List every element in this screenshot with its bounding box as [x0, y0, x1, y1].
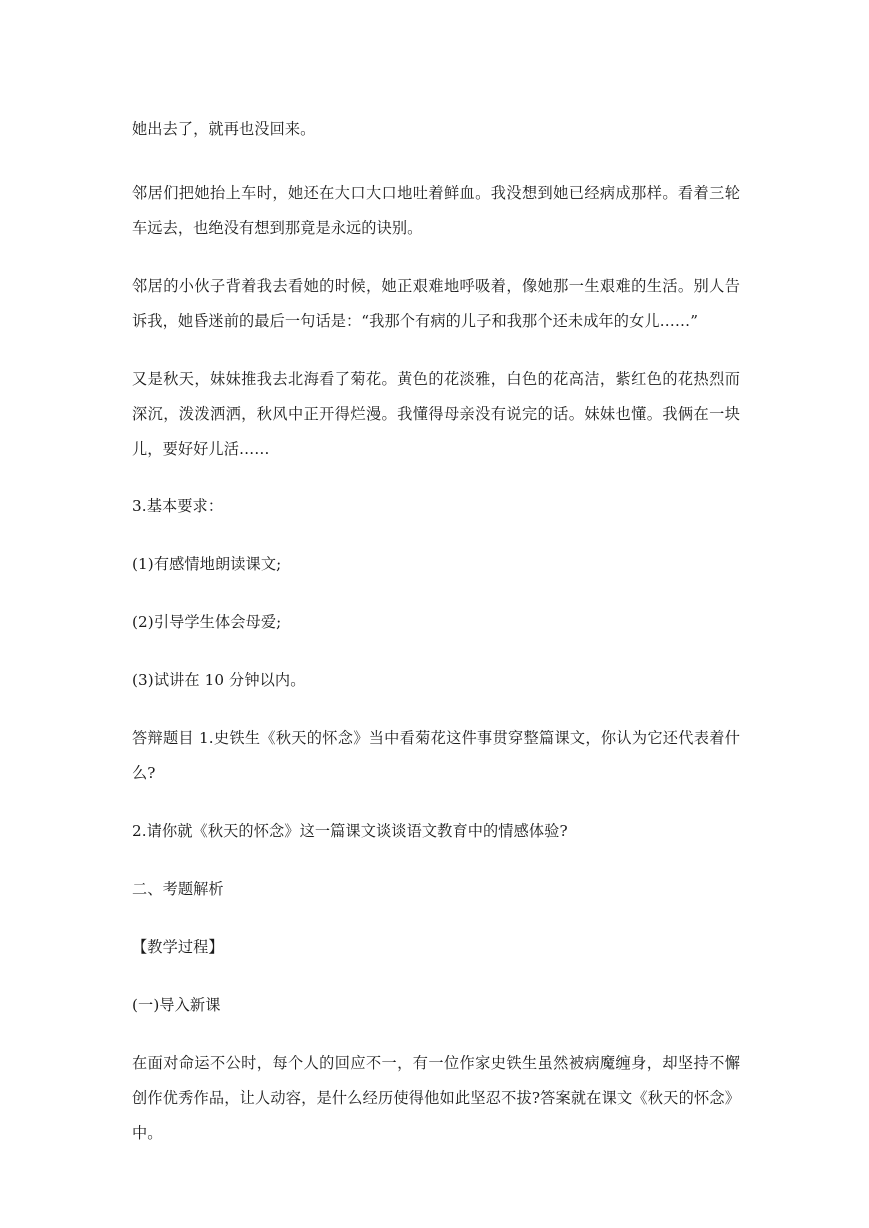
section-heading-requirements: 3.基本要求： [132, 497, 224, 515]
intro-subheading: (一)导入新课 [132, 996, 221, 1014]
paragraph-2: 邻居们把她抬上车时，她还在大口大口地吐着鲜血。我没想到她已经病成那样。看着三轮车远去，也绝没有想到那竟是永远的诀别。 [132, 184, 740, 237]
requirement-item-3: (3)试讲在 10 分钟以内。 [132, 671, 306, 689]
intro-paragraph: 在面对命运不公时，每个人的回应不一，有一位作家史铁生虽然被病魔缠身，却坚持不懈创作优秀作品，让人动容，是什么经历使得他如此坚忍不拔?答案就在课文《秋天的怀念》中。 [132, 1054, 740, 1142]
paragraph-1: 她出去了，就再也没回来。 [132, 120, 316, 138]
section-heading-analysis: 二、考题解析 [132, 880, 224, 898]
requirement-item-1: (1)有感情地朗读课文; [132, 555, 282, 573]
defense-question-2: 2.请你就《秋天的怀念》这一篇课文谈谈语文教育中的情感体验? [132, 822, 568, 840]
requirement-item-2: (2)引导学生体会母爱; [132, 613, 282, 631]
paragraph-4: 又是秋天，妹妹推我去北海看了菊花。黄色的花淡雅，白色的花高洁，紫红色的花热烈而深沉，泼泼洒洒，秋风中正开得烂漫。我懂得母亲没有说完的话。妹妹也懂。我俩在一块儿，要好好儿活…… [132, 370, 740, 458]
defense-question-1: 答辩题目 1.史铁生《秋天的怀念》当中看菊花这件事贯穿整篇课文，你认为它还代表着什么? [132, 729, 740, 782]
paragraph-3: 邻居的小伙子背着我去看她的时候，她正艰难地呼吸着，像她那一生艰难的生活。别人告诉我，她昏迷前的最后一句话是：“我那个有病的儿子和我那个还未成年的女儿……” [132, 277, 740, 330]
teaching-process-heading: 【教学过程】 [132, 938, 224, 956]
